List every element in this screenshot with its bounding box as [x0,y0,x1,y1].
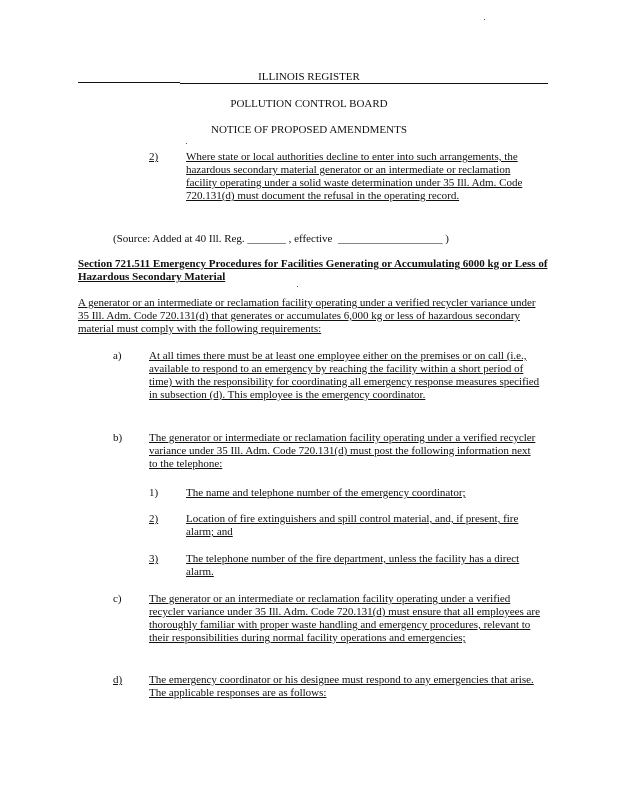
source-suffix: ) [445,233,449,245]
item-d-label: d) [113,674,123,686]
scan-speck [484,19,485,20]
source-prefix: (Source: Added at 40 Ill. Reg. _______ , effective [113,233,333,245]
scan-speck [186,143,187,144]
scan-speck [297,286,298,287]
item-b1-label: 1) [149,487,159,499]
notice-title: NOTICE OF PROPOSED AMENDMENTS [211,124,407,136]
source-blank: ___________________ [337,233,443,245]
item-b3-label: 3) [149,553,159,565]
item-b2-label: 2) [149,513,159,525]
item-b1-text: The name and telephone number of the emergency coordinator; [186,487,466,499]
register-title: ILLINOIS REGISTER [258,71,360,83]
item-b-label: b) [113,432,123,444]
item-c-text: The generator or an intermediate or reclamation facility operating under a verified recycler variance under 35 Ill. Adm. Code 720.131(d) must ensure that all employees are thoroughly familiar with proper waste handling and emergency procedures, relevant to their responsibilities during normal facility operations and emergencies; [149,593,540,644]
item-b-text: The generator or intermediate or reclamation facility operating under a verified recycler variance under 35 Ill. Adm. Code 720.131(d) must post the following information next to the telephone: [149,432,536,470]
item-c-label: c) [113,593,122,605]
source-line [113,233,449,246]
item-2-label: 2) [149,151,159,163]
item-a-label: a) [113,350,122,362]
item-a-text: At all times there must be at least one employee either on the premises or on call (i.e., available to respond to an emergency by reaching the facility within a short period of time) with the responsibility for coordinating all emergency response measures specified in subsection (d). This employee is the emergency coordinator. [149,350,540,401]
item-d-text: The emergency coordinator or his designee must respond to any emergencies that arise. The applicable responses are as follows: [149,674,534,699]
item-b3-text: The telephone number of the fire department, unless the facility has a direct alarm. [186,553,520,578]
item-b2-text: Location of fire extinguishers and spill control material, and, if present, fire alarm; and [186,513,519,538]
board-name: POLLUTION CONTROL BOARD [230,98,388,110]
section-heading: Section 721.511 Emergency Procedures for Facilities Generating or Accumulating 6000 kg or Less of Hazardous Secondary Material [78,258,548,283]
item-2-text: Where state or local authorities decline to enter into such arrangements, the hazardous secondary material generator or an intermediate or reclamation facility operating under a solid waste determination under 35 Ill. Adm. Code 720.131(d) must document the refusal in the operating record. [186,151,523,202]
intro-paragraph: A generator or an intermediate or reclamation facility operating under a verified recycler variance under 35 Ill. Adm. Code 720.131(d) that generates or accumulates 6,000 kg or less of hazardous secondary material must comply with the following requirements: [78,297,536,335]
